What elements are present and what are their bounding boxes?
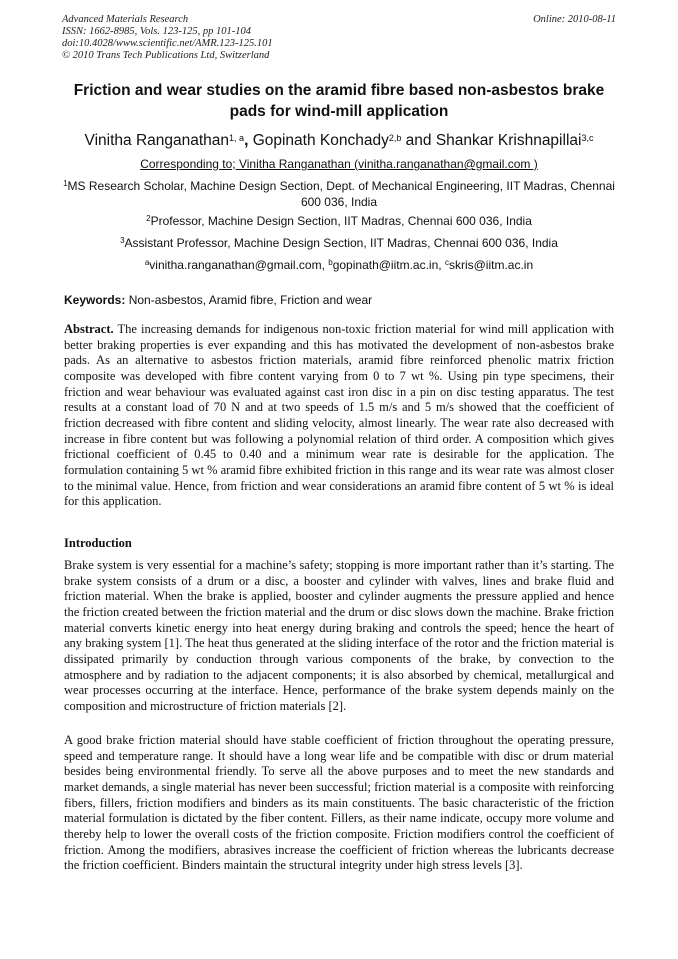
- affiliation-3-marker: 3: [120, 236, 125, 245]
- corresponding-author: [40, 157, 638, 171]
- author-3-marker: 3,c: [581, 133, 594, 143]
- introduction-paragraph-2: A good brake friction material should have stable coefficient of friction throughout the operating pressure, speed and temperature range. It should have a long wear life and be compatible with disc or drum material besides being environmental friendly. To serve all the above purposes and to meet the new standards and market demands, a single material has never been successful; friction material is a composite with reinforcing fibers, fillers, friction modifiers and binders as its main constituents. The basic characteristic of the friction material formulation is dictated by the fiber content. Fillers, as their name indicate, occupy more volume and thereby help to lower the overall costs of the friction composite. Friction modifiers control the coefficient of friction. Among the modifiers, abrasives increase the coefficient of friction whereas the lubricants decrease the friction coefficient. Binders maintain the structural integrity under high stress levels [3].: [64, 733, 614, 873]
- abstract-label: Abstract.: [64, 322, 114, 336]
- email-marker-b: b: [328, 258, 333, 267]
- author-separator-1: ,: [244, 132, 253, 149]
- email-marker-c: c: [444, 258, 449, 267]
- author-1-name: Vinitha Ranganathan: [84, 132, 230, 149]
- keywords-label: Keywords:: [64, 293, 126, 307]
- author-2-marker: 2,b: [388, 133, 402, 143]
- author-3-name: Shankar Krishnapillai: [435, 132, 582, 149]
- online-date: Online: 2010-08-11: [533, 14, 616, 25]
- introduction-heading: Introduction: [64, 536, 132, 550]
- author-separator-2: and: [401, 132, 436, 149]
- author-emails: [60, 257, 618, 273]
- affiliation-3: [60, 235, 618, 251]
- affiliation-1-marker: 1: [63, 179, 68, 188]
- keywords-line: [64, 293, 616, 307]
- journal-copyright: © 2010 Trans Tech Publications Ltd, Switzerland: [62, 50, 270, 61]
- corresponding-author-text: Corresponding to; Vinitha Ranganathan (vinitha.ranganathan@gmail.com ): [140, 157, 538, 171]
- author-1-marker: 1, a: [229, 133, 245, 143]
- author-2-name: Gopinath Konchady: [252, 132, 389, 149]
- email-b: gopinath@iitm.ac.in,: [332, 258, 445, 272]
- author-list: [40, 131, 638, 151]
- affiliation-2-text: Professor, Machine Design Section, IIT Madras, Chennai 600 036, India: [150, 214, 532, 228]
- journal-name: Advanced Materials Research: [62, 14, 189, 25]
- introduction-paragraph-1: Brake system is very essential for a machine’s safety; stopping is more important rather than it’s starting. The brake system consists of a drum or a disc, a booster and cylinder with valves, lines and brake fluid and friction material. When the brake is applied, booster and cylinder augments the pressure applied and hence the friction created between the friction material and the drum or disc slows down the machine. Brake friction material converts kinetic energy into heat energy during braking and controls the speed; hence the heart of any braking system [1]. The heat thus generated at the sliding interface of the rotor and the friction material is dissipated primarily by conduction through various components of the brake, by convection to the atmosphere and by radiation to the adjacent components; it is also absorbed by chemical, metallurgical and wear processes occurring at the interface. Hence, performance of the brake system depends mainly on the composition and microstructure of friction materials [2].: [64, 558, 614, 713]
- abstract-text: The increasing demands for indigenous non-toxic friction material for wind mill application with better braking properties is ever expanding and this has motivated the development of non-asbestos brake pads. As an alternative to asbestos friction materials, aramid fibre reinforced phenolic matrix friction composite was developed with fibre content varying from 0 to 7 wt %. Using pin type specimens, their friction and wear behaviour was evaluated against cast iron disc in a pin on disc testing apparatus. The test results at a constant load of 70 N and at two speeds of 1.5 m/s and 5 m/s showed that the coefficient of friction decreased with fibre content and sliding velocity, almost linearly. The wear rate also decreased with increase in fibre content but was following a polynomial relation of third order. A composition which gives frictional coefficient of 0.45 to 0.40 and a minimum wear rate is desirable for the application. The formulation containing 5 wt % aramid fibre exhibited friction in this range and its wear rate was almost closer to the minimal value. Hence, from friction and wear considerations an aramid fibre content of 5 wt % is ideal for this application.: [64, 322, 614, 509]
- affiliation-2-marker: 2: [146, 214, 151, 223]
- email-c: skris@iitm.ac.in: [448, 258, 534, 272]
- affiliation-2: [60, 213, 618, 229]
- email-a: vinitha.ranganathan@gmail.com,: [149, 258, 329, 272]
- affiliation-1: [60, 178, 618, 210]
- email-marker-a: a: [144, 258, 150, 267]
- journal-doi: doi:10.4028/www.scientific.net/AMR.123-125.101: [62, 38, 273, 49]
- paper-title: Friction and wear studies on the aramid fibre based non-asbestos brake pads for wind-mill application: [73, 82, 605, 120]
- journal-header: [62, 14, 616, 62]
- affiliation-1-text: MS Research Scholar, Machine Design Section, Dept. of Mechanical Engineering, IIT Madras, Chennai 600 036, India: [67, 179, 615, 209]
- abstract-paragraph: [64, 322, 614, 510]
- keywords-text: Non-asbestos, Aramid fibre, Friction and wear: [125, 293, 373, 307]
- affiliation-3-text: Assistant Professor, Machine Design Section, IIT Madras, Chennai 600 036, India: [124, 236, 558, 250]
- journal-issn: ISSN: 1662-8985, Vols. 123-125, pp 101-104: [62, 26, 251, 37]
